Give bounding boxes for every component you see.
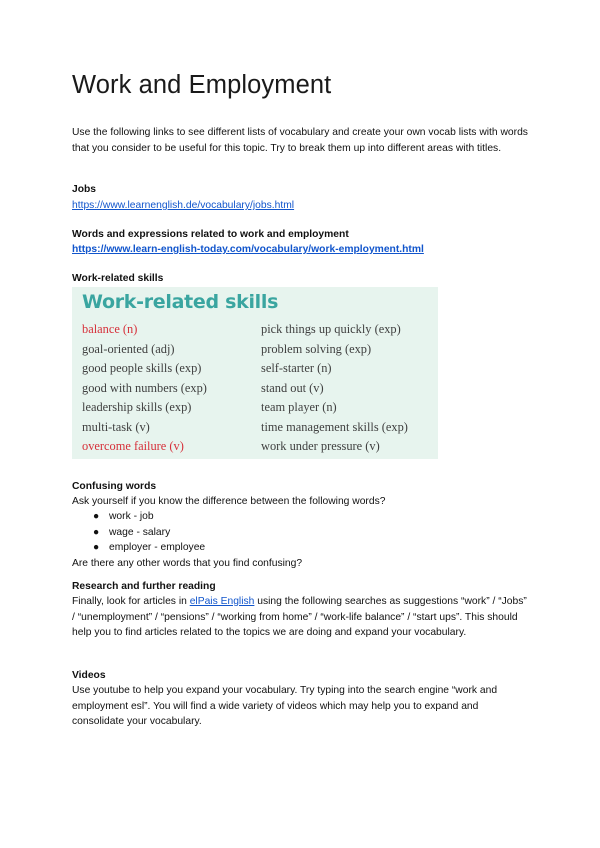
skill-item: stand out (v) [261, 380, 324, 395]
bullet-icon: ● [93, 542, 100, 554]
skills-right-column [261, 320, 408, 457]
skill-item: work under pressure (v) [261, 439, 380, 453]
videos-paragraph: Use youtube to help you expand your vocabulary. Try typing into the search engine “work and employment esl”. You will find a wide variety of videos which may help you to expand and consolidate your vocabulary. [72, 685, 498, 728]
page-title: Work and Employment [72, 71, 332, 99]
confusing-list [72, 509, 549, 556]
jobs-link[interactable]: https://www.learnenglish.de/vocabulary/jobs.html [72, 200, 295, 211]
videos-heading: Videos [72, 670, 106, 681]
skill-item: time management skills (exp) [261, 419, 408, 434]
skill-item: good people skills (exp) [82, 361, 202, 375]
skill-item: problem solving (exp) [261, 341, 372, 356]
list-item: ● work - job [93, 509, 549, 525]
skill-item: self-starter (n) [261, 361, 332, 375]
list-item: ● employer - employee [93, 540, 549, 556]
skill-item: leadership skills (exp) [82, 400, 192, 414]
skill-item: team player (n) [261, 400, 337, 414]
skill-item: goal-oriented (adj) [82, 341, 175, 356]
research-paragraph: Finally, look for articles in elPais English using the following searches as suggestions “work” / “Jobs” / “unemployment” / “pensions” / “working from home” / “work-life balance” / “start ups”. This should help you to find articles related to the topics we are doing and expand your vocabulary. [72, 596, 527, 639]
confusing-followup: Are there any other words that you find confusing? [72, 558, 303, 569]
elpais-english-link[interactable]: elPais English [189, 596, 255, 607]
words-expressions-link[interactable]: https://www.learn-english-today.com/vocabulary/work-employment.html [72, 244, 424, 255]
jobs-heading: Jobs [72, 184, 97, 195]
skills-left-column [82, 320, 207, 457]
words-expressions-heading: Words and expressions related to work and employment [72, 229, 349, 240]
skill-item: good with numbers (exp) [82, 380, 207, 395]
confusing-heading: Confusing words [72, 481, 157, 492]
skill-item: pick things up quickly (exp) [261, 322, 401, 336]
bullet-icon: ● [93, 511, 100, 522]
work-skills-image [72, 287, 438, 459]
skill-item: overcome failure (v) [82, 439, 184, 453]
work-skills-heading: Work-related skills [72, 273, 164, 284]
skill-item: balance (n) [82, 322, 138, 336]
research-heading: Research and further reading [72, 581, 216, 592]
intro-paragraph: Use the following links to see different lists of vocabulary and create your own vocab lists with words that you consider to be useful for this topic. Try to break them up into different areas with titles. [72, 127, 528, 154]
work-skills-image-title: Work-related skills [82, 291, 279, 313]
list-item: ● wage - salary [93, 525, 549, 541]
bullet-icon: ● [93, 526, 100, 538]
skill-item: multi-task (v) [82, 419, 150, 434]
confusing-question: Ask yourself if you know the difference between the following words? [72, 496, 386, 507]
